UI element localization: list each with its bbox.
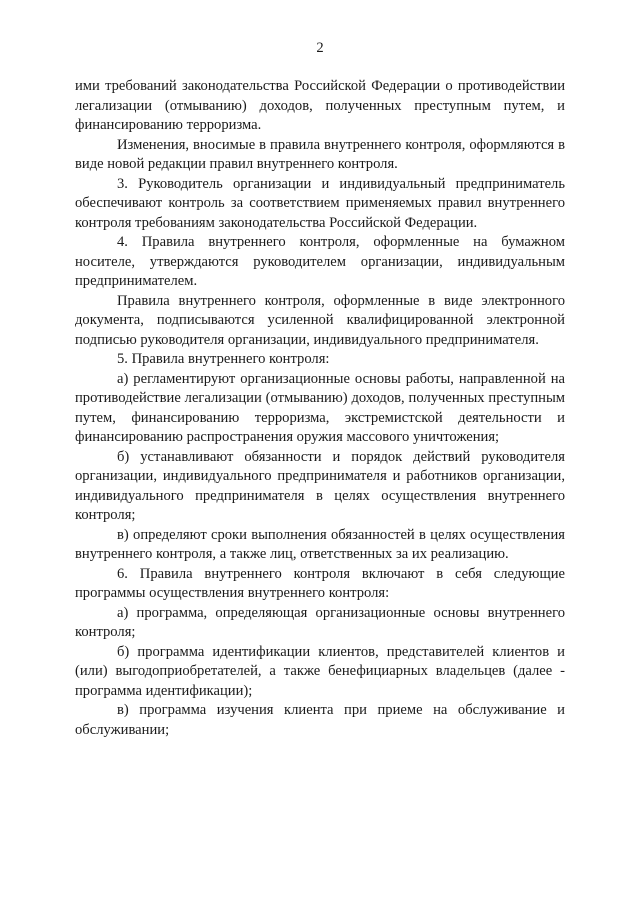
paragraph-item-5v: в) определяют сроки выполнения обязанностей в целях осуществления внутреннего контроля, а также лиц, ответственных за их реализацию. — [75, 526, 565, 562]
paragraph-electronic-document: Правила внутреннего контроля, оформленные в виде электронного документа, подписываются усиленной квалифицированной электронной подписью руководителя организации, индивидуального предпринимателя. — [75, 292, 565, 348]
paragraph-item-5: 5. Правила внутреннего контроля: — [117, 351, 330, 367]
document-body — [75, 77, 565, 740]
paragraph-item-5a: а) регламентируют организационные основы работы, направленной на противодействие легализации (отмыванию) доходов, полученных преступным путем, финансированию терроризма, экстремистской деятельности и финансированию распространения оружия массового уничтожения; — [75, 370, 565, 445]
paragraph-item-6a: а) программа, определяющая организационные основы внутреннего контроля; — [75, 604, 565, 640]
page-number: 2 — [316, 40, 324, 56]
paragraph-item-6: 6. Правила внутреннего контроля включают в себя следующие программы осуществления внутреннего контроля: — [75, 565, 565, 601]
paragraph-item-4: 4. Правила внутреннего контроля, оформленные на бумажном носителе, утверждаются руководителем организации, индивидуальным предпринимателем. — [75, 234, 565, 289]
paragraph-item-6v: в) программа изучения клиента при приеме на обслуживание и обслуживании; — [75, 702, 565, 738]
paragraph-amendments: Изменения, вносимые в правила внутреннего контроля, оформляются в виде новой редакции правил внутреннего контроля. — [75, 136, 565, 172]
paragraph-continuation: ими требований законодательства Российской Федерации о противодействии легализации (отмыванию) доходов, полученных преступным путем, и финансированию терроризма. — [75, 78, 565, 133]
paragraph-item-6b: б) программа идентификации клиентов, представителей клиентов и (или) выгодоприобретателей, а также бенефициарных владельцев (далее - программа идентификации); — [75, 643, 565, 699]
paragraph-item-5b: б) устанавливают обязанности и порядок действий руководителя организации, индивидуального предпринимателя и работников организации, индивидуального предпринимателя в целях осуществления внутреннего контроля; — [75, 448, 565, 523]
paragraph-item-3: 3. Руководитель организации и индивидуальный предприниматель обеспечивают контроль за соответствием применяемых правил внутреннего контроля требованиям законодательства Российской Федерации. — [75, 175, 565, 231]
